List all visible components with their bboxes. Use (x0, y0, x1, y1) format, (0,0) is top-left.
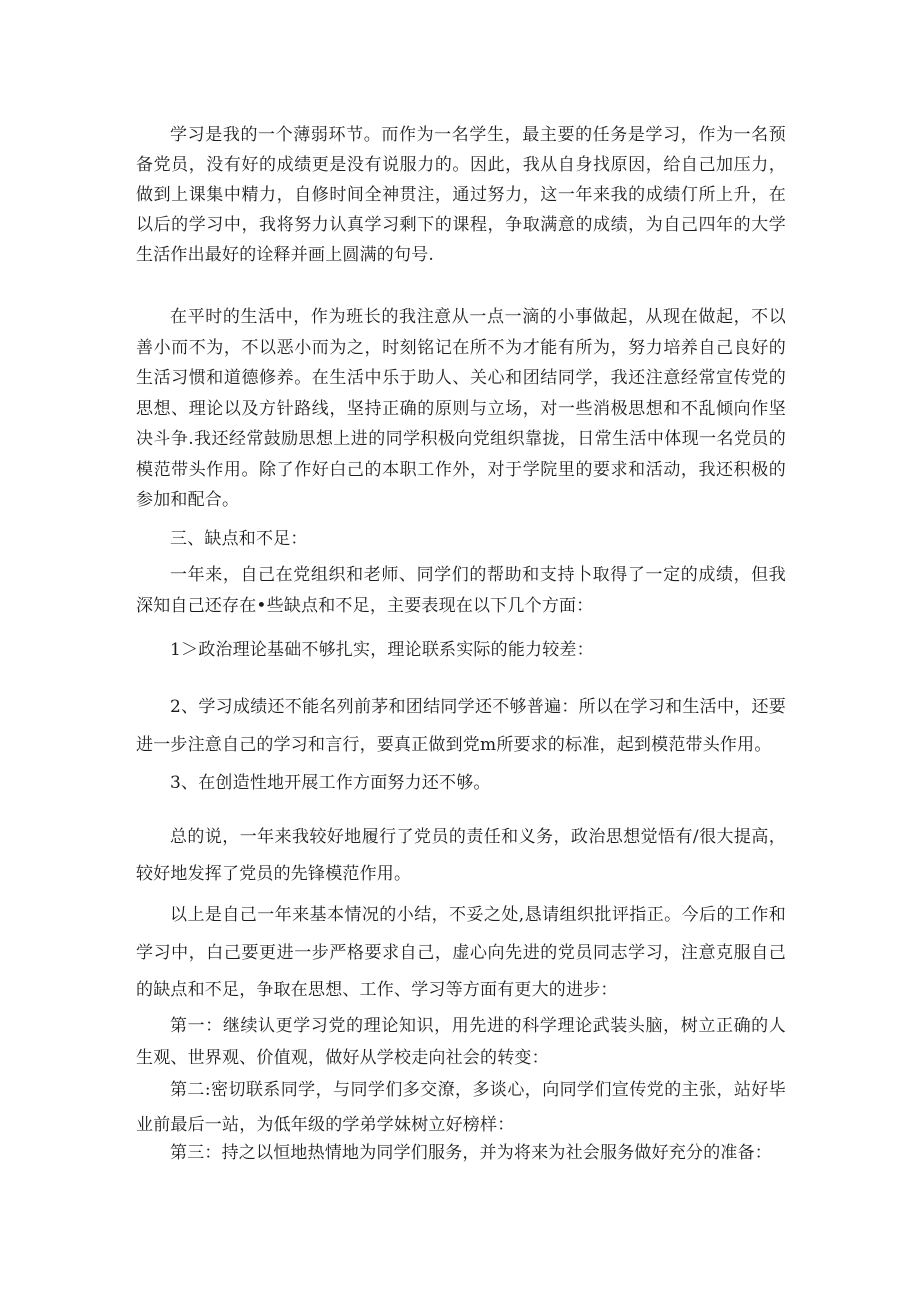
list-item-1: 1＞政治理论基础不够扎实，理论联系实际的能力较差： (170, 640, 594, 660)
paragraph-summary: 总的说，一年来我较好地履行了党员的责任和义务，政治思想觉悟有/很大提高，较好地发挥了党员的先锋模范作用。 (136, 827, 786, 884)
list-item-2: 2、学习成绩还不能名列前茅和团结同学还不够普遍：所以在学习和生活中，还要进一步注意自己的学习和言行，要真正做到党m所要求的标准，起到模范带头作用。 (136, 697, 786, 755)
section-heading-shortcomings: 三、缺点和不足： (170, 529, 308, 549)
plan-item-first: 第一：继续认更学习党的理论知识，用先进的科学理论武装头脑，树立正确的人生观、世界观、价值观，做好从学校走向社会的转变： (136, 1016, 786, 1068)
paragraph-conclusion: 以上是自己一年来基本情况的小结，不妥之处,恳请组织批评指正。今后的工作和学习中，白己要更进一步严格要求自己，虚心向先进的党员同志学习，注意克服自己的缺点和不足，争取在思想、工作、学习等方面有更大的进步： (136, 905, 786, 1000)
paragraph-shortcomings-intro: 一年来，自己在党组织和老师、同学们的帮助和支持卜取得了一定的成绩，但我深知自己还存在•些缺点和不足，主要表现在以下几个方面： (136, 565, 786, 616)
paragraph-daily-life: 在平时的生活中，作为班长的我注意从一点一滴的小事做起，从现在做起，不以善小而不为，不以恶小而为之，时刻铭记在所不为才能有所为，努力培养自己良好的生活习惯和道德修养。在生活中乐于助人、关心和团结同学，我还注意经常宣传党的思想、理论以及方针路线，坚持正确的原则与立场，对一些消极思想和不乱倾向作坚决斗争.我还经常鼓励思想上进的同学积极向党组织靠拢，日常生活中体现一名党员的模范带头作用。除了作好白己的本职工作外，对于学院里的要求和活动，我还积极的参加和配合。 (136, 307, 786, 510)
list-item-3: 3、在创造性地开展工作方面努力还不够。 (170, 773, 491, 793)
plan-item-second: 第二:密切联系同学，与同学们多交潦，多谈心，向同学们宣传党的主张，站好毕业前最后一站，为低年级的学弟学妹树立好榜样： (136, 1080, 786, 1135)
paragraph-study: 学习是我的一个薄弱环节。而作为一名学生，最主要的任务是学习，作为一名预备党员，没有好的成绩更是没有说服力的。因此，我从自身找原因，给自己加压力，做到上课集中精力，自修时间全神贯注，通过努力，这一年来我的成绩仃所上升，在以后的学习中，我将努力认真学习剩下的课程，争取满意的成绩，为自己四年的大学生活作出最好的诠释并画上圆满的句号. (136, 125, 786, 265)
plan-item-third: 第三：持之以恒地热情地为同学们服务，并为将来为社会服务做好充分的准备： (170, 1143, 772, 1163)
